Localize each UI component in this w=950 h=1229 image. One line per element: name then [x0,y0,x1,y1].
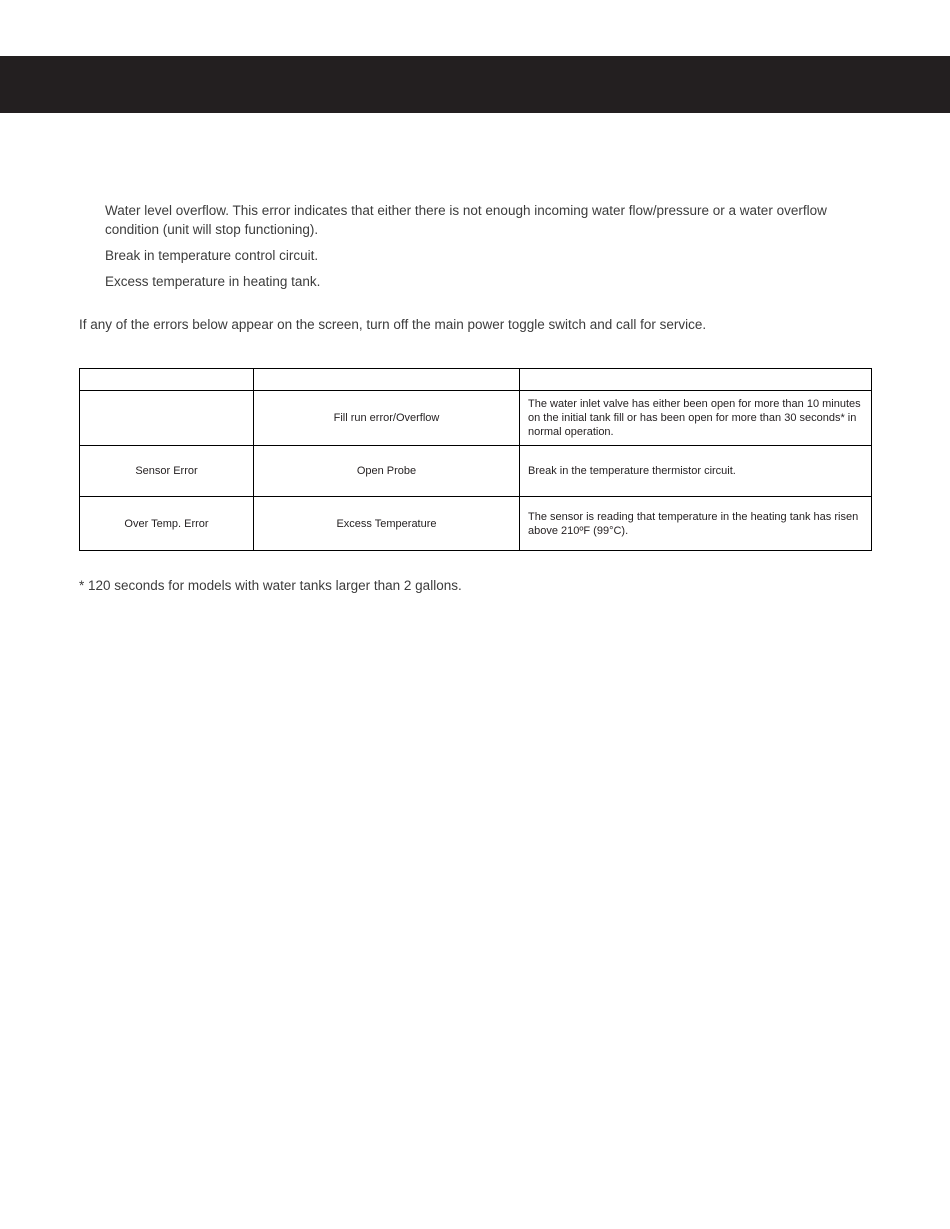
table-cell-display-message: Excess Temperature [254,497,520,551]
table-cell-description: The sensor is reading that temperature in the heating tank has risen above 210ºF (99°C). [520,497,872,551]
table-row [80,497,872,551]
error-list-item: Excess temperature in heating tank. [105,274,321,289]
intro-paragraph: If any of the errors below appear on the screen, turn off the main power toggle switch and call for service. [79,317,707,332]
table-header-cell [254,369,520,391]
table-header-cell [80,369,254,391]
table-header-row [80,369,872,391]
table-cell-error-name: Over Temp. Error [80,497,254,551]
footnote: * 120 seconds for models with water tanks larger than 2 gallons. [79,578,462,593]
table-header-cell [520,369,872,391]
table-cell-description: The water inlet valve has either been open for more than 10 minutes on the initial tank fill or has been open for more than 30 seconds* in normal operation. [520,391,872,446]
table-cell-display-message: Open Probe [254,446,520,497]
table-cell-description: Break in the temperature thermistor circuit. [520,446,872,497]
table-row [80,446,872,497]
error-list-item: Break in temperature control circuit. [105,248,319,263]
table-cell-display-message: Fill run error/Overflow [254,391,520,446]
error-table [79,368,872,551]
table-cell-error-name: Sensor Error [80,446,254,497]
table-cell-error-name [80,391,254,446]
table-row [80,391,872,446]
error-description-list [105,201,845,298]
error-list-item: Water level overflow. This error indicates that either there is not enough incoming water flow/pressure or a water overflow condition (unit will stop functioning). [105,203,827,237]
header-bar [0,56,950,113]
